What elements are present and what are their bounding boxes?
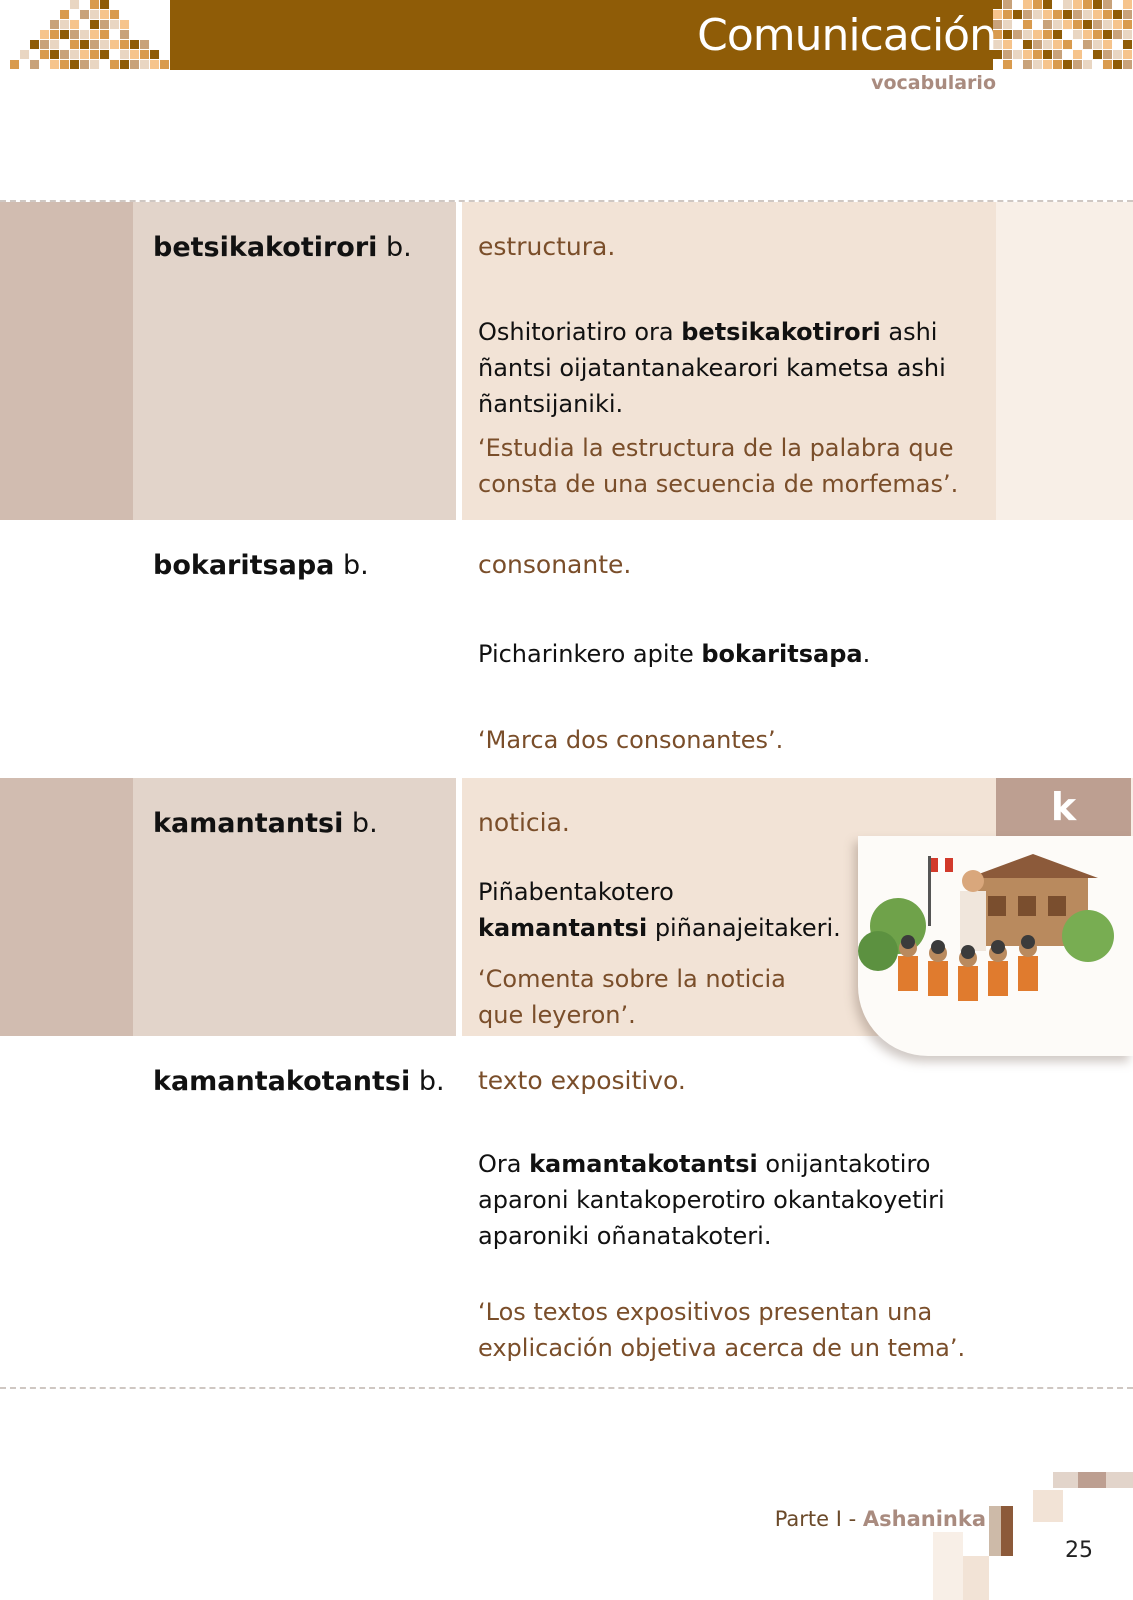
entry-term: bokaritsapa b. — [153, 550, 369, 581]
entry-gloss: consonante. — [478, 550, 632, 579]
entry-example: Ora kamantakotantsi onijantakotiro aparoni kantakoperotiro okantakoyetiri aparoniki oñanatakoteri. — [478, 1150, 945, 1250]
entry-term: betsikakotirori b. — [153, 232, 412, 263]
page-number: 25 — [1065, 1538, 1093, 1563]
footer-decorative-blocks — [933, 1472, 1133, 1600]
footer-part-label: Parte I - Ashaninka — [774, 1507, 986, 1531]
illustration-card — [858, 836, 1133, 1056]
entry-term: kamantakotantsi b. — [153, 1066, 445, 1097]
entry-translation: ‘Marca dos consonantes’. — [478, 726, 784, 754]
entry-term: kamantantsi b. — [153, 808, 378, 839]
illustration-image — [858, 836, 1133, 1056]
entry-translation: ‘Los textos expositivos presentan una explicación objetiva acerca de un tema’. — [478, 1298, 966, 1362]
entry-gloss: texto expositivo. — [478, 1066, 686, 1095]
section-subtitle: vocabulario — [871, 72, 996, 94]
entry-example: Picharinkero apite bokaritsapa. — [478, 640, 871, 668]
entry-gloss: estructura. — [478, 232, 616, 261]
header-pattern-left — [0, 0, 170, 72]
letter-tab: k — [996, 778, 1131, 836]
entry-example: Piñabentakotero kamantantsi piñanajeitakeri. — [478, 878, 841, 942]
bottom-dashed-separator — [0, 1387, 1133, 1389]
entry-translation: ‘Comenta sobre la noticia que leyeron’. — [478, 965, 786, 1029]
section-title: Comunicación — [697, 10, 996, 61]
entry-example: Oshitoriatiro ora betsikakotirori ashi ñantsi oijatantanakearori kametsa ashi ñantsijaniki. — [478, 318, 946, 418]
entry-translation: ‘Estudia la estructura de la palabra que consta de una secuencia de morfemas’. — [478, 434, 959, 498]
entry-gloss: noticia. — [478, 808, 570, 837]
header-pattern-right — [993, 0, 1133, 72]
